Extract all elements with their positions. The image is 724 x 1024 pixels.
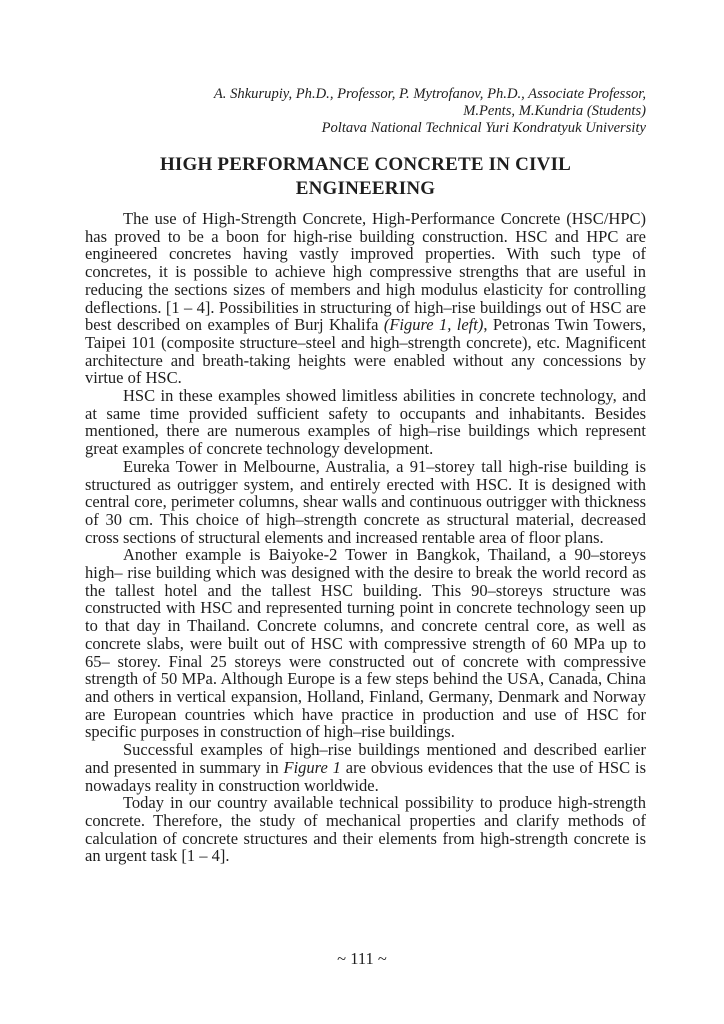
paragraph-3-text: Eureka Tower in Melbourne, Australia, a 91–storey tall high-rise building is structured as outrigger system, and entirely erected with HSC. It is designed with central core, perimeter columns, shear walls and continuous outrigger with thickness of 30 cm. This choice of high–strength concrete as structural material, decreased cross sections of structural elements and increased rentable area of floor plans. (85, 456, 646, 547)
page-number: ~ 111 ~ (337, 949, 387, 968)
figure-1-reference: (Figure 1, left) (383, 315, 484, 335)
paper-title (85, 153, 646, 201)
paragraph-5-text: Successful examples of high–rise buildings mentioned and described earlier and presented in summary in (85, 740, 646, 777)
figure-1-reference-2: Figure 1 (283, 757, 341, 777)
paragraph-3 (85, 458, 646, 547)
paper-title-line-1: HIGH PERFORMANCE CONCRETE IN CIVIL (159, 154, 572, 175)
paper-title-line-2: ENGINEERING (295, 178, 436, 199)
article-body (85, 210, 646, 865)
paragraph-5 (85, 741, 646, 794)
paragraph-1-text-continued: , Petronas Twin Towers, Taipei 101 (composite structure–steel and high–strength concrete), etc. Magnificent architecture and breath-taking heights were enabled without any concessions by virtue of HSC. (85, 315, 646, 388)
paragraph-4 (85, 546, 646, 741)
paragraph-2-text: HSC in these examples showed limitless abilities in concrete technology, and at same time provided sufficient safety to occupants and inhabitants. Besides mentioned, there are numerous examples of high–rise buildings which represent great examples of concrete technology development. (85, 386, 646, 459)
paragraph-6 (85, 794, 646, 865)
affiliation-line: Poltava National Technical Yuri Kondratyuk University (321, 120, 646, 136)
paragraph-4-text: Another example is Baiyoke-2 Tower in Bangkok, Thailand, a 90–storeys high– rise building which was designed with the desire to break the world record as the tallest hotel and the tallest HSC building. This 90–storeys structure was constructed with HSC and represented turning point in concrete technology seen up to that day in Thailand. Concrete columns, and concrete central core, as well as concrete slabs, were built out of HSC with compressive strength of 60 MPa up to 65– storey. Final 25 storeys were constructed out of concrete with compressive strength of 50 MPa. Although Europe is a few steps behind the USA, Canada, China and others in vertical expansion, Holland, Finland, Germany, Denmark and Norway are European countries which have practice in production and use of HSC for specific purposes in construction of high–rise buildings. (85, 545, 646, 742)
paragraph-6-text: Today in our country available technical possibility to produce high-strength concrete. Therefore, the study of mechanical properties and clarify methods of calculation of concrete structures and their elements from high-strength concrete is an urgent task [1 – 4]. (85, 793, 646, 866)
author-line-1: A. Shkurupiy, Ph.D., Professor, P. Mytrofanov, Ph.D., Associate Professor, (213, 86, 646, 102)
author-block (85, 86, 646, 137)
author-line-2: M.Pents, M.Kundria (Students) (463, 103, 646, 119)
paragraph-1-text: The use of High-Strength Concrete, High-Performance Concrete (HSC/HPC) has proved to be a boon for high-rise building construction. HSC and HPC are engineered concretes having vastly improved properties. With such type of concretes, it is possible to achieve high compressive strengths that are useful in reducing the sections sizes of members and high modulus elasticity for controlling deflections. [1 – 4]. Possibilities in structuring of high–rise buildings out of HSC are best described on examples of Burj Khalifa (85, 209, 646, 335)
paragraph-1 (85, 210, 646, 387)
paragraph-5-text-continued: are obvious evidences that the use of HSC is nowadays reality in construction worldwide. (85, 757, 646, 795)
paragraph-2 (85, 387, 646, 458)
